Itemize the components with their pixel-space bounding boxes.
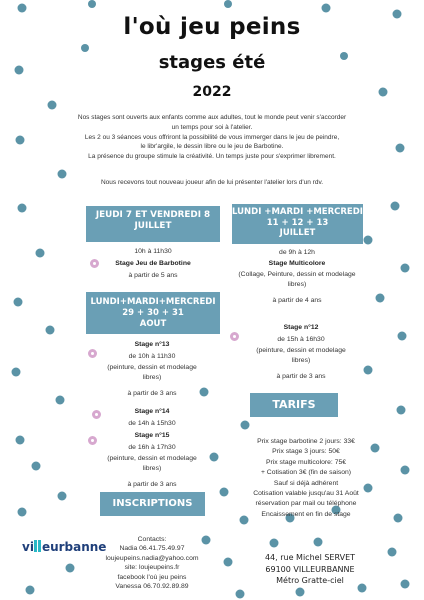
intro-line: un temps pour soi à l'atelier.	[171, 123, 253, 131]
address-line: 44, rue Michel SERVET	[264, 553, 356, 562]
intro-line: La présence du groupe stimule la créativité. Un temps juste pour s'exprimer librement.	[88, 153, 336, 161]
tarif-line: Prix stage barbotine 2 jours: 33€	[257, 438, 355, 445]
session1-time: 10h à 11h30	[134, 248, 172, 255]
details-line: libres)	[142, 464, 162, 472]
session2-time: de 9h à 12h	[279, 249, 315, 256]
stage15-age: à partir de 3 ans	[127, 481, 177, 488]
session2-name: Stage Multicolore	[268, 260, 326, 267]
details-line: (peinture, dessin et modelage	[256, 347, 346, 354]
details-line: (peinture, dessin et modelage	[107, 364, 197, 371]
session2-date-banner	[232, 204, 363, 244]
banner-line: 29 + 30 + 31	[122, 308, 184, 318]
tarif-line: Sauf si déjà adhérent	[273, 479, 339, 487]
banner-line: JEUDI 7 ET VENDREDI 8	[95, 210, 211, 220]
stage15-name: Stage n°15	[134, 432, 170, 439]
session1-date-banner	[86, 206, 220, 242]
stage15-details	[80, 454, 224, 473]
stage15-time: de 16h à 17h30	[128, 444, 176, 451]
banner-line: JUILLET	[134, 221, 172, 231]
details-line: libres)	[142, 373, 162, 381]
details-line: libres)	[291, 356, 311, 364]
banner-line: LUNDI+MARDI+MERCREDI	[90, 297, 216, 307]
stage13-name: Stage n°13	[134, 341, 170, 348]
logo-bar-icon	[34, 540, 37, 552]
tarif-line: Cotisation valable jusqu'au 31 Août	[253, 490, 359, 498]
logo-suffix: eurbanne	[41, 540, 107, 554]
intro-line: Les 2 ou 3 séances vous offriront la possibilité de vous immerger dans le jeu de peindre,	[84, 133, 340, 141]
address-block	[245, 552, 375, 587]
stage12-time: de 15h à 16h30	[277, 336, 325, 343]
intro-line: le libr'argile, le dessin libre ou le jeu de Barbotine.	[140, 143, 284, 151]
intro-line: Nos stages sont ouverts aux enfants comme aux adultes, tout le monde peut venir s'accorder	[77, 114, 347, 121]
address-line: 69100 VILLEURBANNE	[265, 564, 355, 574]
page-year: 2022	[192, 84, 232, 100]
stage13-time: de 10h à 11h30	[128, 353, 176, 360]
stage12-details	[226, 346, 376, 365]
banner-line: AOUT	[139, 319, 167, 329]
logo-prefix: vi	[22, 540, 34, 554]
page-subtitle: stages été	[158, 52, 266, 73]
inscriptions-banner: INSCRIPTIONS	[100, 492, 205, 516]
contact-site[interactable]: site: loujeupeins.fr	[124, 564, 180, 572]
contact-line: facebook l'où jeu peins	[117, 573, 187, 581]
tarif-line: réservation par mail ou téléphone	[255, 500, 357, 508]
tarifs-list	[224, 437, 388, 520]
stage12-name: Stage n°12	[283, 324, 319, 331]
session1-name: Stage Jeu de Barbotine	[115, 260, 191, 267]
details-line: (peinture, dessin et modelage	[107, 455, 197, 462]
banner-line: JUILLET	[279, 228, 316, 238]
address-line: Métro Gratte-ciel	[276, 576, 344, 585]
contact-line: Contacts:	[137, 536, 167, 543]
stage12-age: à partir de 3 ans	[276, 373, 326, 380]
page-title: l'où jeu peins	[123, 14, 301, 40]
contact-line: Vanessa 06.70.92.89.89	[115, 583, 189, 591]
session2-age: à partir de 4 ans	[272, 297, 322, 304]
tarif-line: Prix stage 3 jours: 50€	[272, 448, 340, 456]
session3-date-banner	[86, 292, 220, 334]
session1-age: à partir de 5 ans	[128, 272, 178, 279]
contact-line: Nadia 06.41.75.49.97	[119, 545, 185, 553]
contact-email[interactable]: loujeupeins.nadia@yahoo.com	[105, 554, 199, 562]
tarif-line: + Cotisation 3€ (fin de saison)	[260, 469, 352, 477]
stage14-name: Stage n°14	[134, 408, 170, 415]
intro-paragraph	[44, 113, 380, 162]
banner-line: 11 + 12 + 13	[266, 217, 329, 228]
tarif-line: Prix stage multicolore: 75€	[265, 458, 347, 466]
details-line: libres)	[287, 280, 307, 288]
villeurbanne-logo	[22, 540, 106, 554]
stage14-time: de 14h à 15h30	[128, 420, 176, 427]
new-player-note: Nous recevons tout nouveau joueur afin de lui présenter l'atelier lors d'un rdv.	[100, 179, 324, 186]
tarifs-banner: TARIFS	[250, 393, 338, 417]
stage13-details	[80, 363, 224, 382]
session2-details	[212, 270, 382, 289]
details-line: (Collage, Peinture, dessin et modelage	[238, 271, 356, 278]
stage13-age: à partir de 3 ans	[127, 390, 177, 397]
banner-line: LUNDI +MARDI +MERCREDI	[232, 207, 363, 217]
tarif-line: Encaissement en fin de stage	[261, 510, 351, 518]
